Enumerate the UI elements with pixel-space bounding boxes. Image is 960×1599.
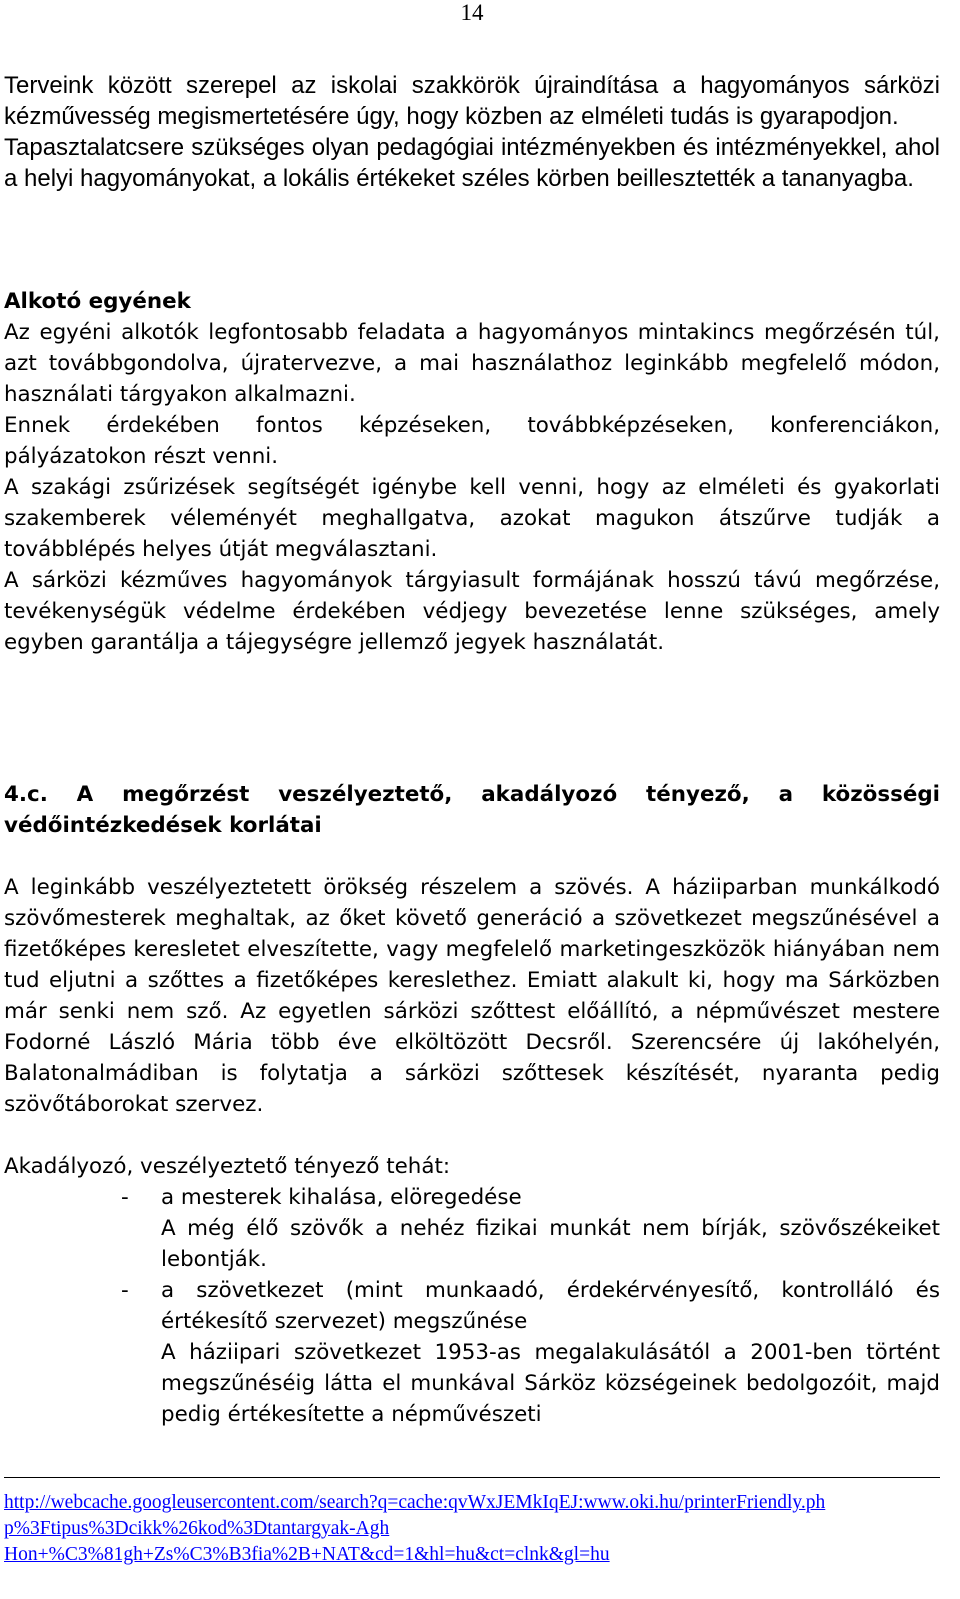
list-item [4,1275,940,1430]
list-dash: - [121,1278,129,1303]
alkoto-paragraph-3: A szakági zsűrizések segítségét igénybe kell venni, hogy az elméleti és gyakorlati szakemberek véleményét meghallgatva, azokat magukon átszűrve tudják a továbblépés helyes útját megválasztani. [4,475,940,562]
list-intro: Akadályozó, veszélyeztető tényező tehát: [4,1154,451,1179]
list-item-detail: A még élő szövők a nehéz fizikai munkát nem bírják, szövőszékeiket lebontják. [161,1216,940,1272]
alkoto-section [4,286,940,658]
intro-section [4,70,940,194]
alkoto-paragraph-1: Az egyéni alkotók legfontosabb feladata a hagyományos mintakincs megőrzésén túl, azt továbbgondolva, újratervezve, a mai használathoz leginkább megfelelő módon, használati tárgyakon alkalmazni. [4,320,940,407]
footnote-separator [4,1477,940,1478]
alkoto-paragraph-2: Ennek érdekében fontos képzéseken, továbbképzéseken, konferenciákon, pályázatokon részt venni. [4,413,940,469]
section-4c [4,779,940,1430]
alkoto-paragraph-4: A sárközi kézműves hagyományok tárgyiasult formájának hosszú távú megőrzése, tevékenységük védelme érdekében védjegy bevezetése lenne szükséges, amely egyben garantálja a tájegységre jellemző jegyek használatát. [4,568,940,655]
intro-paragraph-1: Terveink között szerepel az iskolai szakkörök újraindítása a hagyományos sárközi kézművesség megismertetésére úgy, hogy közben az elméleti tudás is gyarapodjon. [4,72,940,130]
section-paragraph-1: A leginkább veszélyeztetett örökség részelem a szövés. A háziiparban munkálkodó szövőmesterek meghaltak, az őket követő generáció a szövetkezet megszűnésével a fizetőképes keresletet elveszítette, vagy megfelelő marketingeszközök hiányában nem tud eljutni a szőttes a fizetőképes kereslethez. Emiatt alakult ki, hogy ma Sárközben már senki nem sző. Az egyetlen sárközi szőttest előállító, a népművészet mestere Fodorné László Mária több éve elköltözött Decsről. Szerencsére új lakóhelyén, Balatonalmádiban is folytatja a sárközi szőttesek készítését, nyaranta pedig szövőtáborokat szervez. [4,875,940,1117]
list-item-detail: A háziipari szövetkezet 1953-as megalakulásától a 2001-ben történt megszűnéséig látta el munkával Sárköz községeinek bedolgozóit, majd pedig értékesítette a népművészeti [161,1340,940,1427]
list-dash: - [121,1185,129,1210]
factor-list [4,1182,940,1430]
page-number: 14 [460,0,484,25]
footnote-url-line[interactable]: http://webcache.googleusercontent.com/search?q=cache:qvWxJEMkIqEJ:www.oki.hu/printerFriendly.ph [4,1492,826,1513]
intro-paragraph-2: Tapasztalatcsere szükséges olyan pedagógiai intézményekben és intézményekkel, ahol a helyi hagyományokat, a lokális értékeket széles körben beillesztették a tananyagba. [4,134,940,192]
list-item-title: a mesterek kihalása, elöregedése [161,1185,522,1210]
list-item [4,1182,940,1275]
section-heading: 4.c. A megőrzést veszélyeztető, akadályozó tényező, a közösségi védőintézkedések korlátai [4,782,940,838]
alkoto-heading: Alkotó egyének [4,289,191,314]
list-item-title: a szövetkezet (mint munkaadó, érdekérvényesítő, kontrolláló és értékesítő szervezet) megszűnése [161,1278,940,1334]
footnote-url-line[interactable]: Hon+%C3%81gh+Zs%C3%B3fia%2B+NAT&cd=1&hl=hu&ct=clnk&gl=hu [4,1544,610,1565]
footnote-url[interactable] [4,1490,944,1568]
footnote-url-line[interactable]: p%3Ftipus%3Dcikk%26kod%3Dtantargyak-Agh [4,1518,390,1539]
